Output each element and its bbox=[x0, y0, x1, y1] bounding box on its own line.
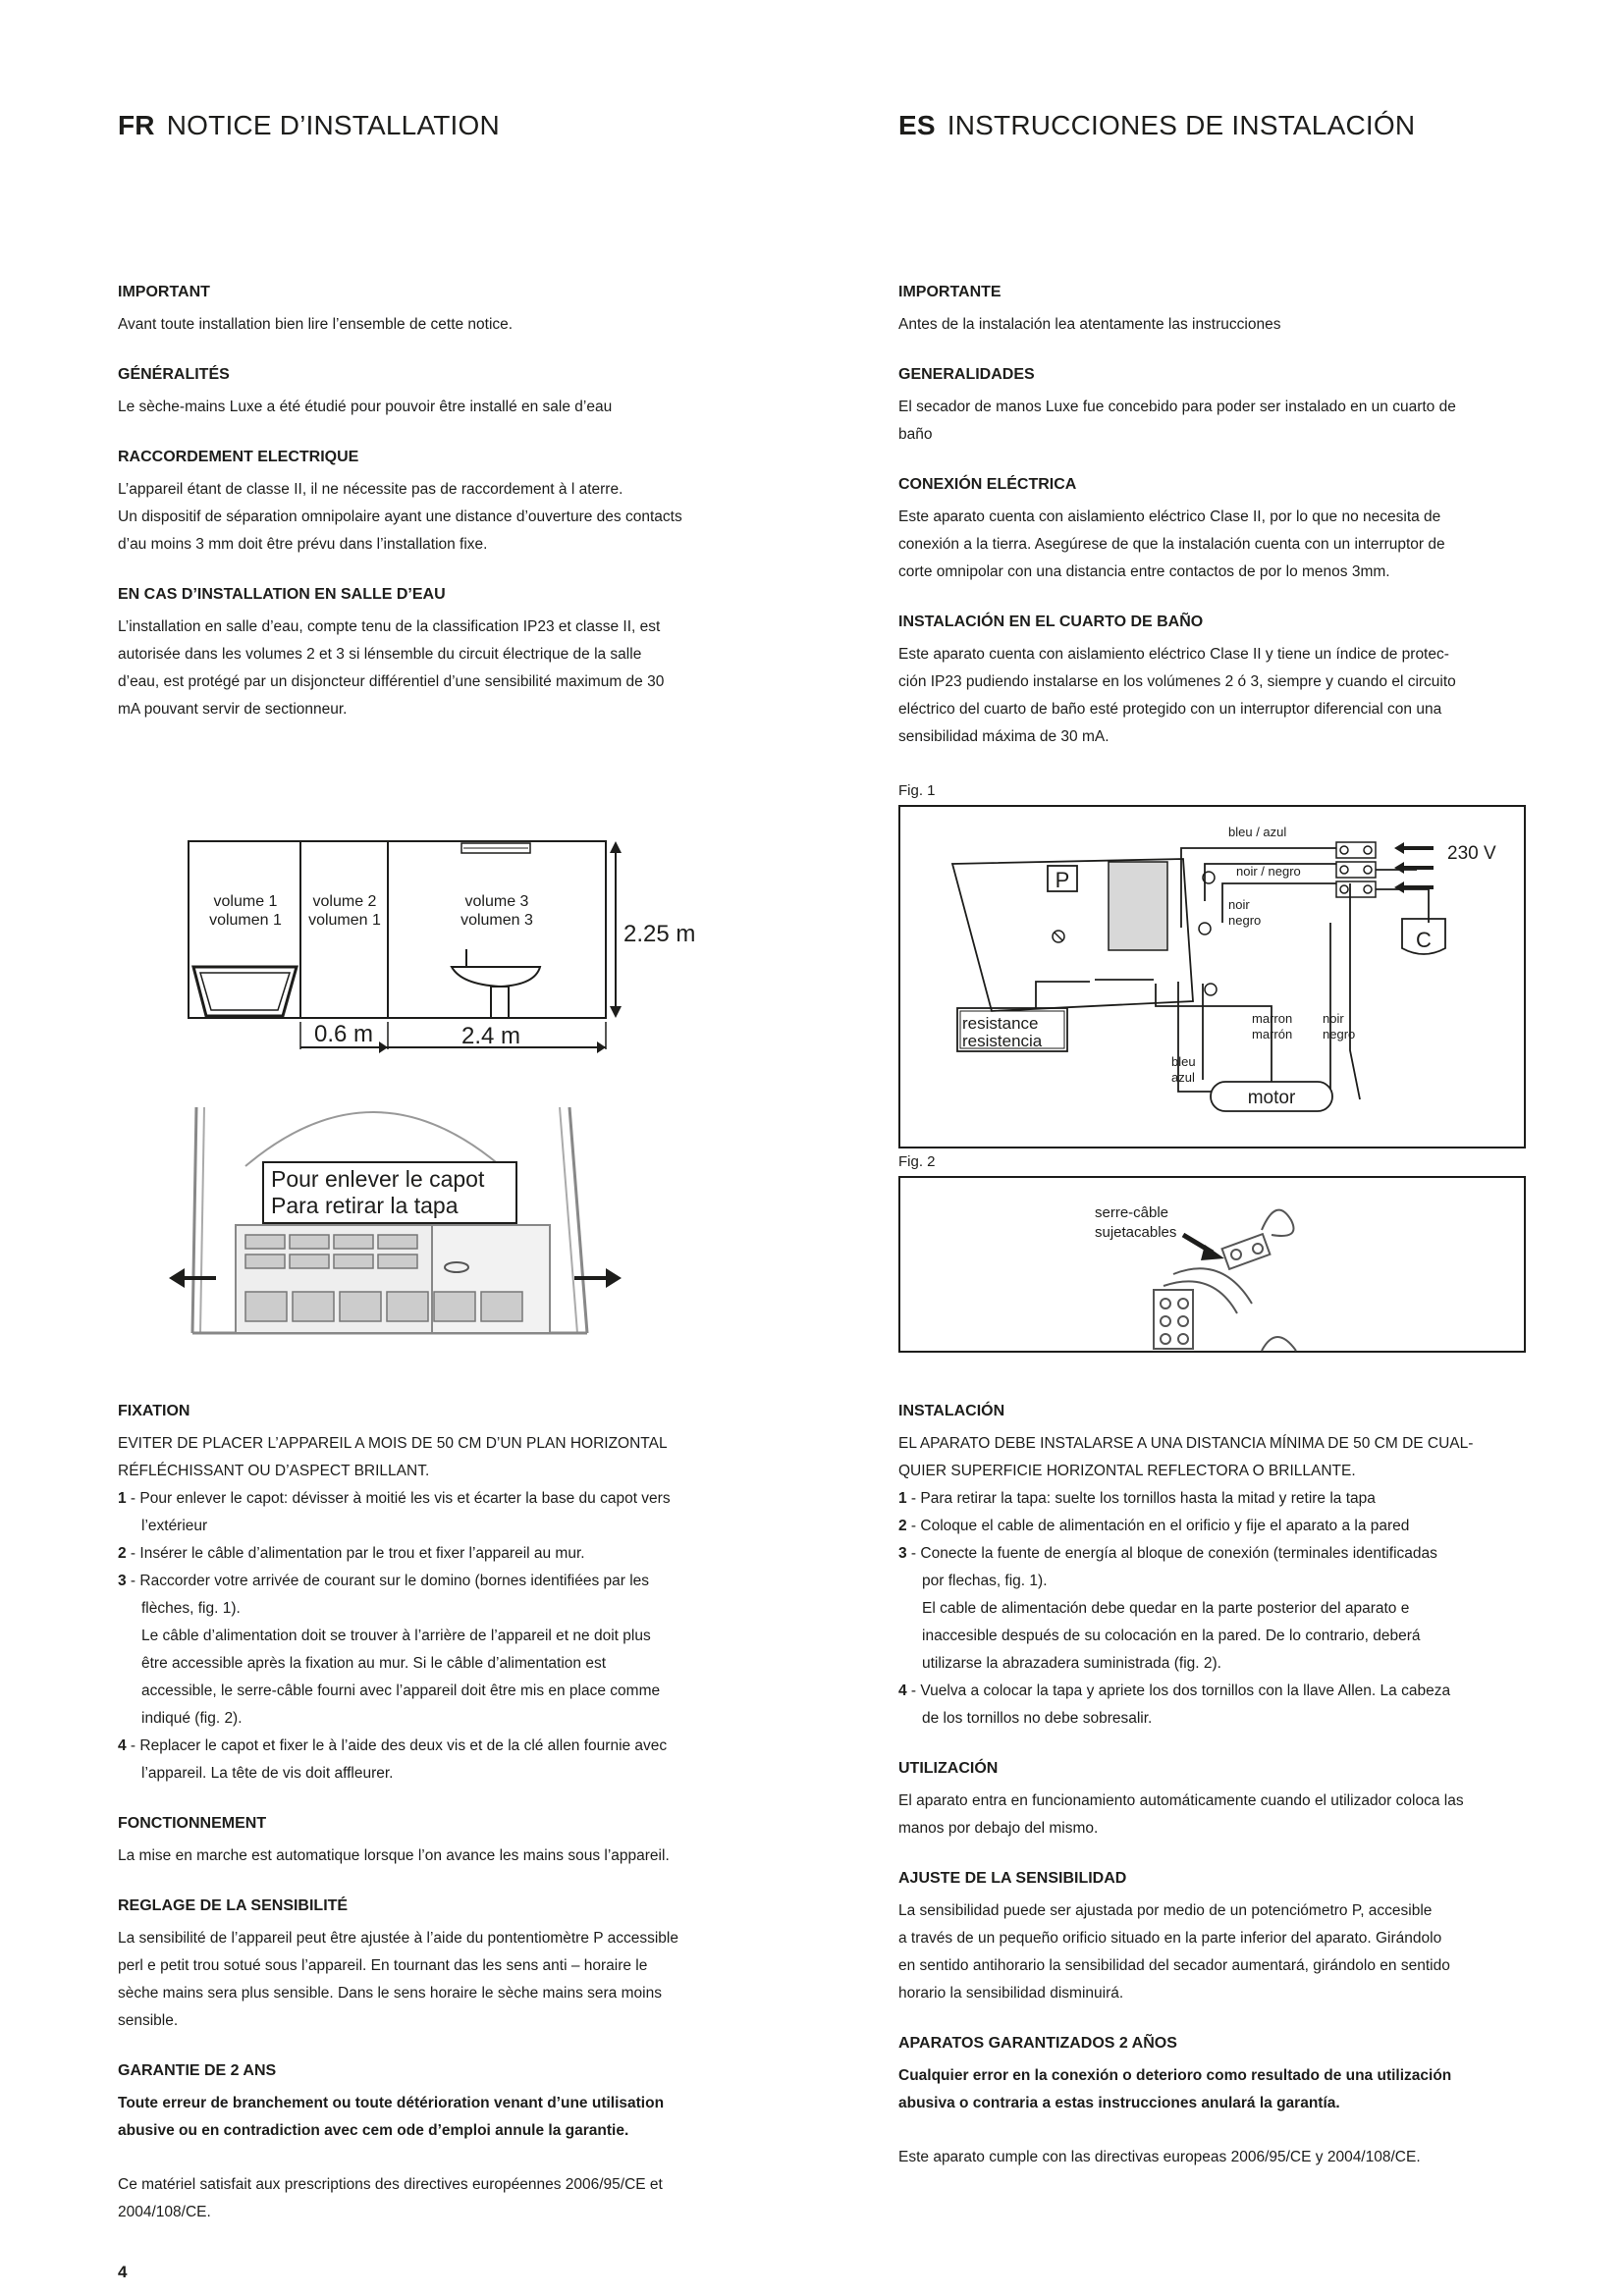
vol3-label-fr: volume 3 bbox=[464, 893, 529, 910]
resistance-label-fr: resistance bbox=[962, 1014, 1039, 1033]
cover-label-es: Para retirar la tapa bbox=[271, 1193, 459, 1218]
wire-label-azul: azul bbox=[1171, 1070, 1195, 1085]
fig2-label: Fig. 2 bbox=[898, 1153, 936, 1170]
cover-label-fr: Pour enlever le capot bbox=[271, 1166, 485, 1192]
wire-label-marron-es: marrón bbox=[1252, 1027, 1293, 1041]
vol2-label-fr: volume 2 bbox=[312, 893, 377, 910]
clamp-label-fr: serre-câble bbox=[1095, 1204, 1169, 1221]
clamp-label-es: sujetacables bbox=[1095, 1224, 1177, 1241]
vol1-label-fr: volume 1 bbox=[213, 893, 278, 910]
dim-0-6-label: 0.6 m bbox=[314, 1021, 374, 1047]
wire-label-noir2: noir bbox=[1323, 1011, 1344, 1026]
vol2-label-es: volumen 1 bbox=[308, 912, 381, 929]
bathtub-icon bbox=[193, 967, 297, 1016]
vol1-label-es: volumen 1 bbox=[209, 912, 282, 929]
fr-header: FR NOTICE D’INSTALLATION bbox=[118, 110, 500, 140]
cover-removal-diagram bbox=[157, 1107, 628, 1343]
wire-label-bleu: bleu bbox=[1171, 1054, 1196, 1069]
resistance-label-es: resistencia bbox=[962, 1032, 1043, 1050]
relay-block bbox=[1109, 862, 1167, 950]
page-number: 4 bbox=[118, 2263, 128, 2281]
sink-icon bbox=[452, 949, 540, 1018]
es-top-section: IMPORTANTE Antes de la instalación lea atentamente las instrucciones GENERALIDADES El secador de manos Luxe fue concebido para poder ser instalado en un cuarto de baño CONEXIÓN ELÉCTRICA Este aparato cuenta con aislamiento eléctrico Clase II, por lo que no necesita de conexión a la tierra. Asegúrese de que la instalación cuenta con un interruptor de corte omnipolar con una distancia entre contactos de por lo menos 3mm. INSTALACIÓN EN EL CUARTO DE BAÑO Este aparato cuenta con aislamiento eléctrico Clase II y tiene un índice de protec- ción IP23 pudiendo instalarse en los volúmenes 2 ó 3, siempre y cuando el circuito eléctrico del cuarto de baño esté protegido con un interruptor diferencial con una sensibilidad máxima de 30 mA. bbox=[898, 284, 1456, 745]
vol3-label-es: volumen 3 bbox=[460, 912, 533, 929]
es-bottom-section: INSTALACIÓN EL APARATO DEBE INSTALARSE A UNA DISTANCIA MÍNIMA DE 50 CM DE CUAL- QUIER SUPERFICIE HORIZONTAL REFLECTORA O BRILLANTE. 1 - Para retirar la tapa: suelte los tornillos hasta la mitad y retire la tapa 2 - Coloque el cable de alimentación en el orificio y fije el aparato a la pared 3 - Conecte la fuente de energía al bloque de conexión (terminales identificadas por flechas, fig. 1). El cable de alimentación debe quedar en la parte posterior del aparato e inaccesible después de su colocación en la pared. De lo contrario, deberá utilizarse la abrazadera suministrada (fig. 2). 4 - Vuelva a colocar la tapa y apriete los dos tornillos con la llave Allen. La cabeza de los tornillos no debe sobresalir. UTILIZACIÓN El aparato entra en funcionamiento automáticamente cuando el utilizador coloca las manos por debajo del mismo. AJUSTE DE LA SENSIBILIDAD La sensibilidad puede ser ajustada por medio de un potenciómetro P, accesible a través de un pequeño orificio situado en la parte inferior del aparato. Girándolo en sentido antihorario la sensibilidad del secador aumentará, girándolo en sentido horario la sensibilidad disminuirá. APARATOS GARANTIZADOS 2 AÑOS Cualquier error en la conexión o deterioro como resultado de una utilización abusiva o contraria a estas instrucciones anulará la garantía. Este aparato cumple con las directivas europeas 2006/95/CE y 2004/108/CE. bbox=[898, 1403, 1474, 2165]
wire-label-noir: noir bbox=[1228, 897, 1250, 912]
fr-bottom-section: FIXATION EVITER DE PLACER L’APPAREIL A MOIS DE 50 CM D’UN PLAN HORIZONTAL RÉFLÉCHISSANT OU D’ASPECT BRILLANT. 1 - Pour enlever le capot: dévisser à moitié les vis et écarter la base du capot vers l’extérieur 2 - Insérer le câble d’alimentation par le trou et fixer l’appareil au mur. 3 - Raccorder votre arrivée de courant sur le domino (bornes identifiées par les flèches, fig. 1). Le câble d’alimentation doit se trouver à l’arrière de l’appareil et ne doit plus être accessible après la fixation au mur. Si le câble d’alimentation est accessible, le serre-câble fourni avec l’appareil doit être mis en place comme indiqué (fig. 2). 4 - Replacer le capot et fixer le à l’aide des deux vis et de la clé allen fournie avec l’appareil. La tête de vis doit affleurer. FONCTIONNEMENT La mise en marche est automatique lorsque l’on avance les mains sous l’appareil. REGLAGE DE LA SENSIBILITÉ La sensibilité de l’appareil peut être ajustée à l’aide du pontentiomètre P accessible perl e petit trou sotué sous l’appareil. En tournant das les sens anti – horaire le sèche mains sera plus sensible. Dans le sens horaire le sèche mains sera moins sensible. GARANTIE DE 2 ANS Toute erreur de branchement ou toute détérioration venant d’une utilisation abusive ou en contradiction avec cem ode d’emploi annule la garantie. Ce matériel satisfait aux prescriptions des directives européennes 2006/95/CE et 2004/108/CE. bbox=[118, 1403, 678, 2220]
wire-label-noir-negro: noir / negro bbox=[1236, 864, 1301, 879]
wire-label-marron: marron bbox=[1252, 1011, 1293, 1026]
potentiometer-p-label: P bbox=[1055, 868, 1070, 892]
voltage-label: 230 V bbox=[1447, 843, 1496, 864]
fr-top-section: IMPORTANT Avant toute installation bien lire l’ensemble de cette notice. GÉNÉRALITÉS Le sèche-mains Luxe a été étudié pour pouvoir être installé en sale d’eau RACCORDEMENT ELECTRIQUE L’appareil étant de classe II, il ne nécessite pas de raccordement à l aterre. Un dispositif de séparation omnipolaire ayant une distance d’ouverture des contacts d’au moins 3 mm doit être prévu dans l’installation fixe. EN CAS D’INSTALLATION EN SALLE D’EAU L’installation en salle d’eau, compte tenu de la classification IP23 et classe II, est autorisée dans les volumes 2 et 3 si lénsemble du circuit électrique de la salle d’eau, est protégé par un disjoncteur différentiel d’une sensibilité maximum de 30 mA pouvant servir de sectionneur. bbox=[118, 284, 682, 718]
height-label: 2.25 m bbox=[623, 921, 696, 947]
terminal-block bbox=[1336, 842, 1376, 897]
fig1-label: Fig. 1 bbox=[898, 782, 936, 799]
cable-clamp-diagram-fig2 bbox=[898, 1176, 1527, 1353]
capacitor-label: C bbox=[1416, 928, 1432, 952]
motor-label: motor bbox=[1247, 1088, 1296, 1108]
dim-2-4-label: 2.4 m bbox=[461, 1023, 521, 1049]
es-header: ES INSTRUCCIONES DE INSTALACIÓN bbox=[898, 110, 1416, 140]
power-arrows-icon bbox=[1394, 842, 1434, 893]
bathroom-volumes-diagram bbox=[177, 829, 727, 1065]
wire-label-negro2: negro bbox=[1323, 1027, 1356, 1041]
wiring-diagram-fig1 bbox=[898, 805, 1527, 1150]
wire-label-bleu-azul: bleu / azul bbox=[1228, 825, 1287, 839]
wire-label-negro: negro bbox=[1228, 913, 1262, 928]
